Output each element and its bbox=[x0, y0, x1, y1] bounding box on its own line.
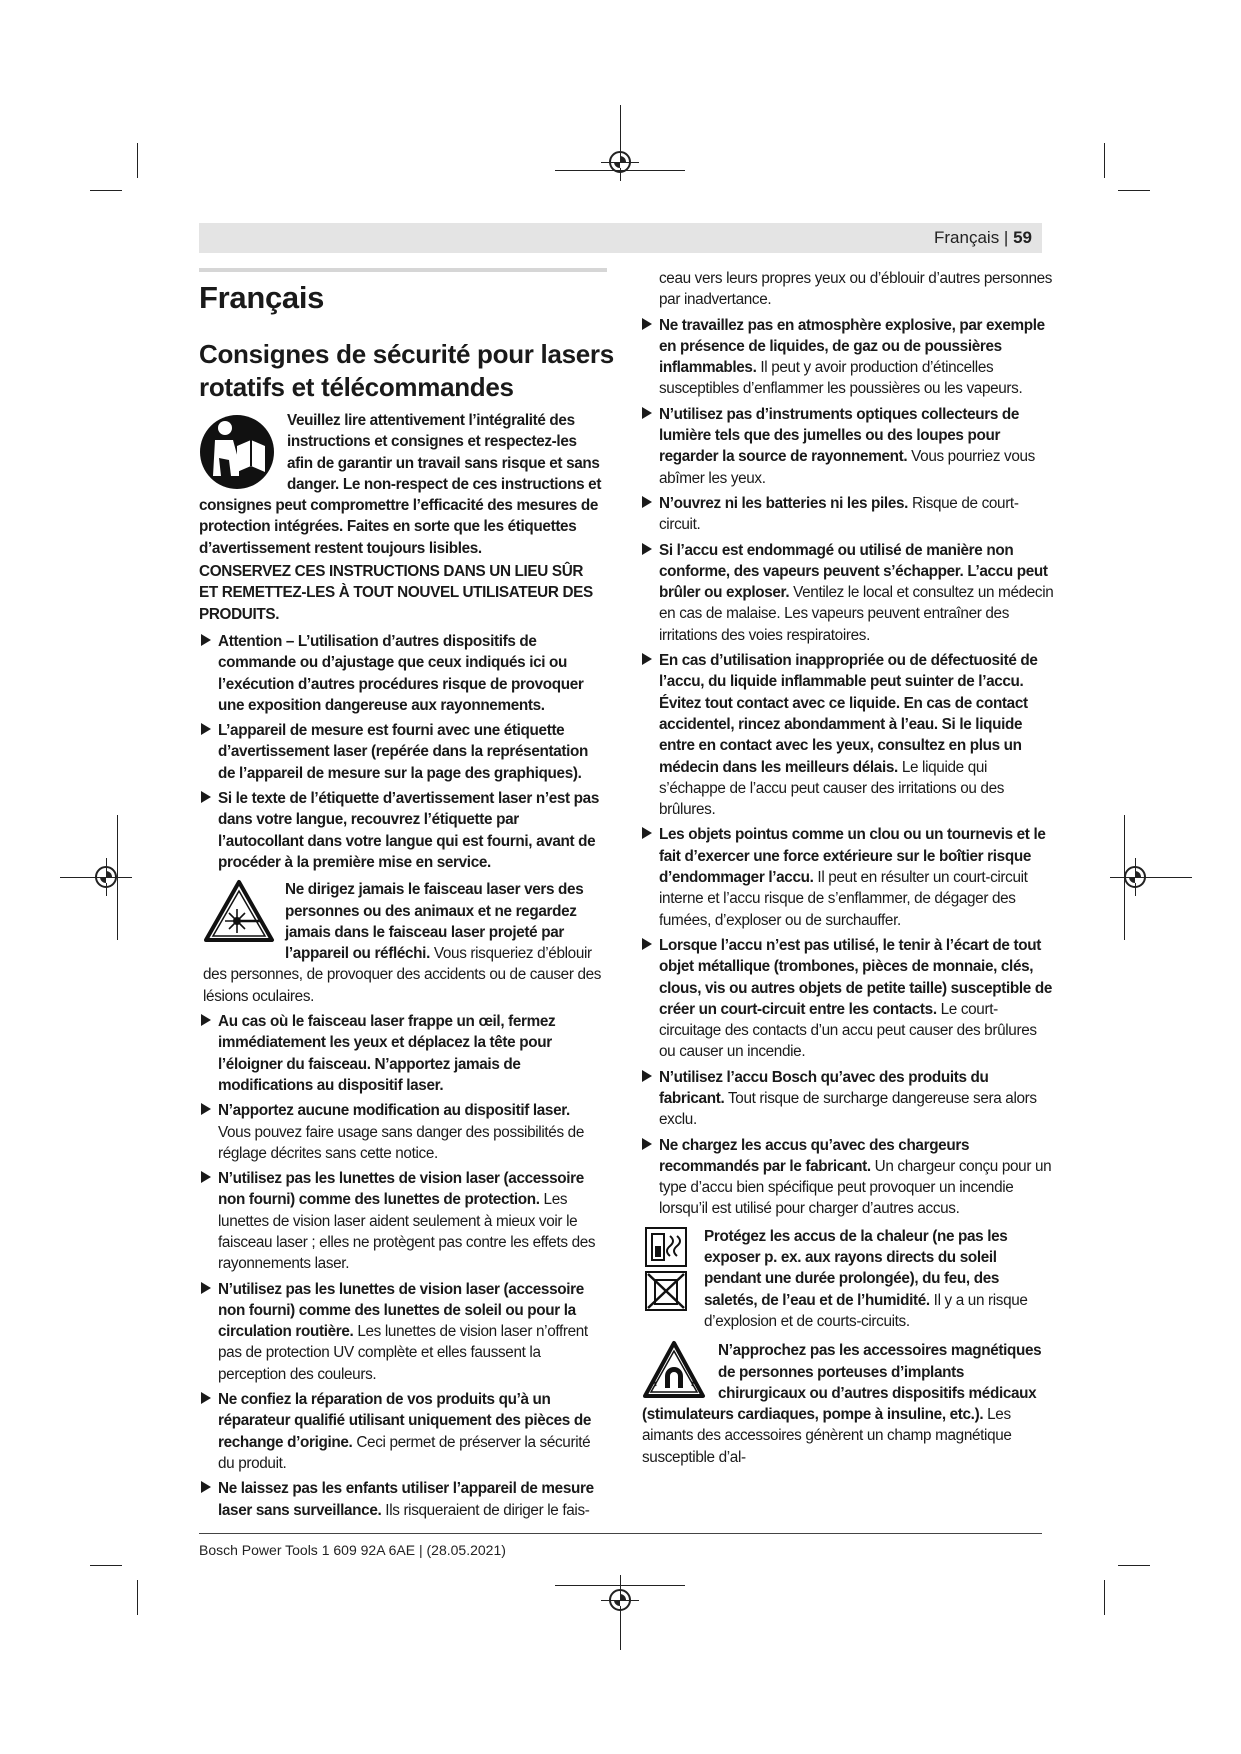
list-item: N’utilisez pas les lunettes de vision laser (accessoire non fourni) comme des lunettes de protection. Les lunettes de vision laser aident seulement à mieux voir le faisceau laser ; elles ne protègent pas contre les effets des rayonnements laser. bbox=[199, 1168, 604, 1274]
bullet-arrow-icon bbox=[201, 1103, 211, 1115]
footer-rule bbox=[199, 1533, 1042, 1534]
bullet-arrow-icon bbox=[642, 1070, 652, 1082]
page-footer: Bosch Power Tools 1 609 92A 6AE | (28.05.2021) bbox=[199, 1542, 506, 1558]
left-column bbox=[199, 410, 604, 1521]
list-item: N’apportez aucune modification au dispositif laser. Vous pouvez faire usage sans danger des possibilités de réglage décrites sans cette notice. bbox=[199, 1100, 604, 1164]
list-item: Les objets pointus comme un clou ou un tournevis et le fait d’exercer une force extérieure sur le boîtier risque d’endommager l’accu. Il peut en résulter un court-circuit interne et l’accu risque de s’enflammer, de dégager des fumées, d’exploser ou de surchauffer. bbox=[640, 824, 1055, 930]
bullet-arrow-icon bbox=[642, 543, 652, 555]
bullet-arrow-icon bbox=[201, 634, 211, 646]
bullet-arrow-icon bbox=[201, 1481, 211, 1493]
crop-mark bbox=[1104, 143, 1105, 178]
bullet-arrow-icon bbox=[201, 1014, 211, 1026]
registration-target-icon bbox=[95, 866, 117, 888]
bullet-arrow-icon bbox=[642, 407, 652, 419]
list-item: N’utilisez pas les lunettes de vision laser (accessoire non fourni) comme des lunettes de soleil ou pour la circulation routière. Les lunettes de vision laser n’offrent pas de protection UV complète et elles faussent la perception des couleurs. bbox=[199, 1279, 604, 1385]
registration-target-icon bbox=[609, 151, 631, 173]
laser-warning: Ne dirigez jamais le faisceau laser vers des personnes ou des animaux et ne regardez jamais dans le faisceau laser projeté par l’appareil ou réfléchi. Vous risqueriez d’éblouir des personnes, de provoquer des accidents ou de causer des lésions oculaires. bbox=[203, 881, 602, 1005]
bullet-arrow-icon bbox=[642, 1138, 652, 1150]
page-title: Français bbox=[199, 280, 325, 315]
list-item: Lorsque l’accu n’est pas utilisé, le tenir à l’écart de tout objet métallique (trombones, pièces de monnaie, clés, clous, vis ou autres objets de petite taille) susceptible de créer un court-circuit entre les contacts. Le court-circuitage des contacts d’un accu peut causer des brûlures ou causer un incendie. bbox=[640, 935, 1055, 1063]
crop-mark bbox=[1118, 1565, 1150, 1566]
magnet-warning: N’approchez pas les accessoires magnétiques de personnes porteuses d’implants chirurgicaux ou d’autres dispositifs médicaux (stimulateurs cardiaques, pompe à insuline, etc.). Les aimants des accessoires génèrent un champ magnétique susceptible d’al- bbox=[642, 1342, 1042, 1466]
crop-mark bbox=[90, 1565, 122, 1566]
list-item: Si l’accu est endommagé ou utilisé de manière non conforme, des vapeurs peuvent s’échapper. L’accu peut brûler ou exploser. Ventilez le local et consultez un médecin en cas de malaise. Les vapeurs peuvent entraîner des irritations des voies respiratoires. bbox=[640, 540, 1055, 646]
list-item: N’ouvrez ni les batteries ni les piles. Risque de court-circuit. bbox=[640, 493, 1055, 536]
list-item: L’appareil de mesure est fourni avec une étiquette d’avertissement laser (repérée dans la représentation de l’appareil de mesure sur la page des graphiques). bbox=[199, 720, 604, 784]
bullet-arrow-icon bbox=[201, 723, 211, 735]
crop-mark bbox=[1104, 1580, 1105, 1615]
section-title: Consignes de sécurité pour lasers rotatifs et télécommandes bbox=[199, 339, 614, 402]
crop-mark bbox=[137, 143, 138, 178]
list-item: Ne chargez les accus qu’avec des chargeurs recommandés par le fabricant. Un chargeur conçu pour un type d’accu bien spécifique peut provoquer un incendie lorsqu’il est utilisé pour charger d’autres accus. bbox=[640, 1135, 1055, 1220]
list-item: Ne confiez la réparation de vos produits qu’à un réparateur qualifié utilisant uniquement des pièces de rechange d’origine. Ceci permet de préserver la sécurité du produit. bbox=[199, 1389, 604, 1474]
bullet-arrow-icon bbox=[642, 827, 652, 839]
header-language: Français bbox=[934, 228, 1000, 247]
bullet-arrow-icon bbox=[642, 938, 652, 950]
bullet-arrow-icon bbox=[642, 496, 652, 508]
section-rule bbox=[199, 268, 607, 272]
list-item: N’utilisez l’accu Bosch qu’avec des produits du fabricant. Tout risque de surcharge dangereuse sera alors exclu. bbox=[640, 1067, 1055, 1131]
list-item: Attention – L’utilisation d’autres dispositifs de commande ou d’ajustage que ceux indiqués ici ou l’exécution d’autres procédures risque de provoquer une exposition dangereuse aux rayonnements. bbox=[199, 631, 604, 716]
list-item: Ne laissez pas les enfants utiliser l’appareil de mesure laser sans surveillance. Ils risqueraient de diriger le fais- bbox=[199, 1478, 604, 1521]
intro-caps: CONSERVEZ CES INSTRUCTIONS DANS UN LIEU SÛR ET REMETTEZ-LES À TOUT NOUVEL UTILISATEUR DES PRODUITS. bbox=[199, 563, 593, 623]
crop-mark bbox=[1118, 190, 1150, 191]
page-header: Français | 59 bbox=[199, 223, 1042, 253]
list-item: Ne travaillez pas en atmosphère explosive, par exemple en présence de liquides, de gaz ou de poussières inflammables. Il peut y avoir production d’étincelles susceptibles d’enflammer les poussières ou les vapeurs. bbox=[640, 315, 1055, 400]
list-item: En cas d’utilisation inappropriée ou de défectuosité de l’accu, du liquide inflammable peut suinter de l’accu. Évitez tout contact avec ce liquide. En cas de contact accidentel, rincez abondamment à l’eau. Si le liquide entre en contact avec les yeux, consultez en plus un médecin dans les meilleurs délais. Le liquide qui s’échappe de l’accu peut causer des irritations ou des brûlures. bbox=[640, 650, 1055, 820]
laser-warning-icon bbox=[203, 879, 275, 943]
list-item: Au cas où le faisceau laser frappe un œil, fermez immédiatement les yeux et déplacez la tête pour l’éloigner du faisceau. N’apportez jamais de modifications au dispositif laser. bbox=[199, 1011, 604, 1096]
heat-warning: Protégez les accus de la chaleur (ne pas les exposer p. ex. aux rayons directs du soleil pendant une durée prolongée), du feu, des saletés, de l’eau et de l’humidité. Il y a un risque d’explosion et de courts-circuits. bbox=[640, 1226, 1055, 1332]
registration-target-icon bbox=[1124, 866, 1146, 888]
bullet-arrow-icon bbox=[201, 791, 211, 803]
bullet-arrow-icon bbox=[201, 1392, 211, 1404]
intro-text: Veuillez lire attentivement l’intégralité des instructions et consignes et respectez-les afin de garantir un travail sans risque et sans danger. Le non-respect de ces instructions et consignes peut compromettre l’efficacité des mesures de protection intégrées. Faites en sorte que les étiquettes d’avertissement restent toujours lisibles. bbox=[199, 412, 602, 557]
magnet-warning-icon bbox=[642, 1340, 706, 1400]
bullet-arrow-icon bbox=[201, 1171, 211, 1183]
list-item: Si le texte de l’étiquette d’avertissement laser n’est pas dans votre langue, recouvrez l’étiquette par l’autocollant dans votre langue qui est fourni, avant de procéder à la première mise en service. bbox=[199, 788, 604, 873]
right-column bbox=[640, 268, 1055, 1468]
page-number: 59 bbox=[1013, 228, 1032, 247]
continuation-text: ceau vers leurs propres yeux ou d’éblouir d’autres personnes par inadvertance. bbox=[659, 270, 1053, 309]
bullet-arrow-icon bbox=[642, 653, 652, 665]
registration-target-icon bbox=[609, 1589, 631, 1611]
list-item: N’utilisez pas d’instruments optiques collecteurs de lumière tels que des jumelles ou des loupes pour regarder la source de rayonnement. Vous pourriez vous abîmer les yeux. bbox=[640, 404, 1055, 489]
heat-protection-icon bbox=[642, 1226, 690, 1312]
crop-mark bbox=[90, 190, 122, 191]
bullet-arrow-icon bbox=[201, 1282, 211, 1294]
read-manual-icon bbox=[199, 410, 275, 490]
crop-mark bbox=[137, 1580, 138, 1615]
bullet-arrow-icon bbox=[642, 318, 652, 330]
